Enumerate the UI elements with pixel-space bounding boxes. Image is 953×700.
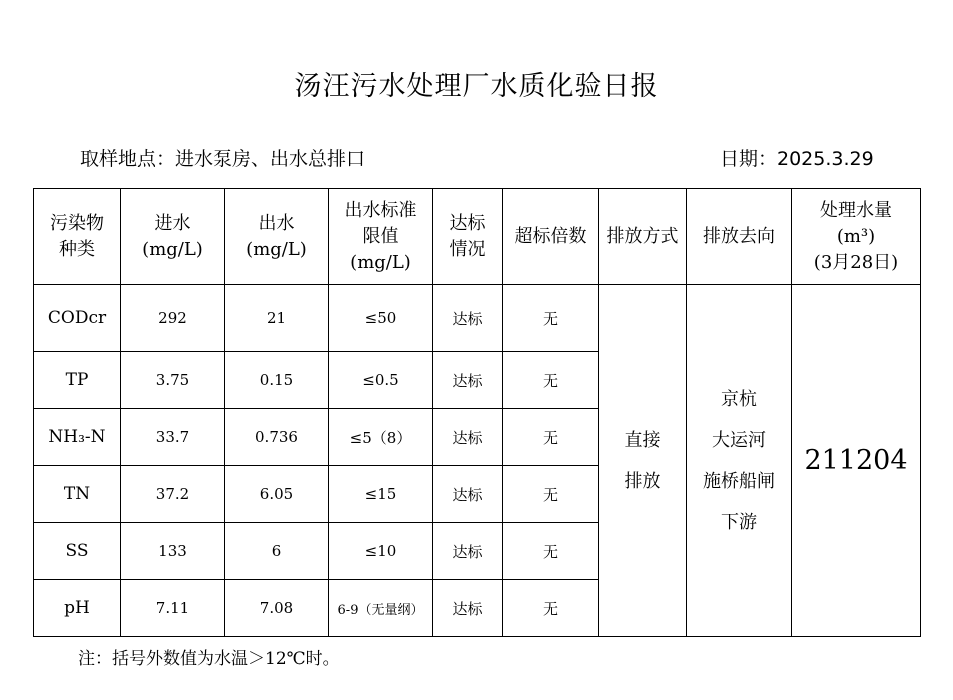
row-outflow: 7.08 (225, 580, 329, 637)
footnote: 注：括号外数值为水温＞12℃时。 (78, 649, 340, 669)
header-outflow (225, 189, 329, 285)
header-limit-line2: 限值 (362, 225, 399, 247)
header-outflow-unit: (mg/L) (246, 238, 307, 260)
row-status: 达标 (433, 409, 503, 466)
row-status: 达标 (433, 285, 503, 352)
row-name: CODcr (34, 285, 121, 352)
row-limit: ≤15 (329, 466, 433, 523)
header-discharge-dest: 排放去向 (687, 189, 792, 285)
discharge-dest-line2: 大运河 (712, 429, 766, 451)
discharge-method-line1: 直接 (624, 429, 661, 451)
row-outflow: 0.736 (225, 409, 329, 466)
row-inflow: 3.75 (121, 352, 225, 409)
header-row (34, 189, 921, 285)
row-limit: ≤50 (329, 285, 433, 352)
header-status-line1: 达标 (449, 212, 486, 234)
row-limit: ≤10 (329, 523, 433, 580)
header-inflow-unit: (mg/L) (142, 238, 203, 260)
report-date: 日期：2025.3.29 (720, 148, 874, 170)
row-inflow: 292 (121, 285, 225, 352)
row-exceed: 无 (503, 352, 599, 409)
discharge-dest-line4: 下游 (721, 511, 757, 533)
row-outflow: 21 (225, 285, 329, 352)
row-exceed: 无 (503, 285, 599, 352)
row-exceed: 无 (503, 523, 599, 580)
row-inflow: 133 (121, 523, 225, 580)
header-status-line2: 情况 (449, 238, 486, 260)
row-limit: 6-9（无量纲） (329, 580, 433, 637)
header-exceed: 超标倍数 (503, 189, 599, 285)
header-inflow-line1: 进水 (154, 212, 191, 234)
row-outflow: 6 (225, 523, 329, 580)
header-outflow-line1: 出水 (258, 212, 295, 234)
header-limit-line1: 出水标准 (344, 199, 417, 221)
header-volume-line1: 处理水量 (820, 199, 892, 221)
row-outflow: 6.05 (225, 466, 329, 523)
row-name: TP (34, 352, 121, 409)
row-status: 达标 (433, 523, 503, 580)
discharge-method-line2: 排放 (624, 470, 661, 492)
row-status: 达标 (433, 580, 503, 637)
row-exceed: 无 (503, 409, 599, 466)
row-inflow: 7.11 (121, 580, 225, 637)
header-discharge-method: 排放方式 (599, 189, 687, 285)
header-volume-date: (3月28日) (813, 251, 899, 273)
header-limit-unit: (mg/L) (350, 251, 411, 273)
water-quality-table (33, 188, 921, 637)
row-name: SS (34, 523, 121, 580)
report-title: 汤汪污水处理厂水质化验日报 (294, 71, 659, 102)
row-exceed: 无 (503, 580, 599, 637)
header-pollutant (34, 189, 121, 285)
volume-value: 211204 (792, 285, 921, 637)
sampling-location: 取样地点：进水泵房、出水总排口 (80, 148, 366, 170)
header-volume-unit: (m³) (836, 225, 876, 247)
header-pollutant-line2: 种类 (59, 238, 95, 260)
header-status (433, 189, 503, 285)
header-pollutant-line1: 污染物 (50, 212, 104, 234)
row-exceed: 无 (503, 466, 599, 523)
row-status: 达标 (433, 466, 503, 523)
row-outflow: 0.15 (225, 352, 329, 409)
header-inflow (121, 189, 225, 285)
discharge-dest-cell (687, 285, 792, 637)
header-volume (792, 189, 921, 285)
row-status: 达标 (433, 352, 503, 409)
row-name: pH (34, 580, 121, 637)
row-inflow: 37.2 (121, 466, 225, 523)
discharge-method-cell (599, 285, 687, 637)
header-limit (329, 189, 433, 285)
row-limit: ≤0.5 (329, 352, 433, 409)
row-limit: ≤5（8） (329, 409, 433, 466)
table-row (34, 285, 921, 352)
discharge-dest-line1: 京杭 (721, 388, 757, 410)
row-name: TN (34, 466, 121, 523)
row-name: NH₃-N (34, 409, 121, 466)
row-inflow: 33.7 (121, 409, 225, 466)
discharge-dest-line3: 施桥船闸 (703, 470, 775, 492)
